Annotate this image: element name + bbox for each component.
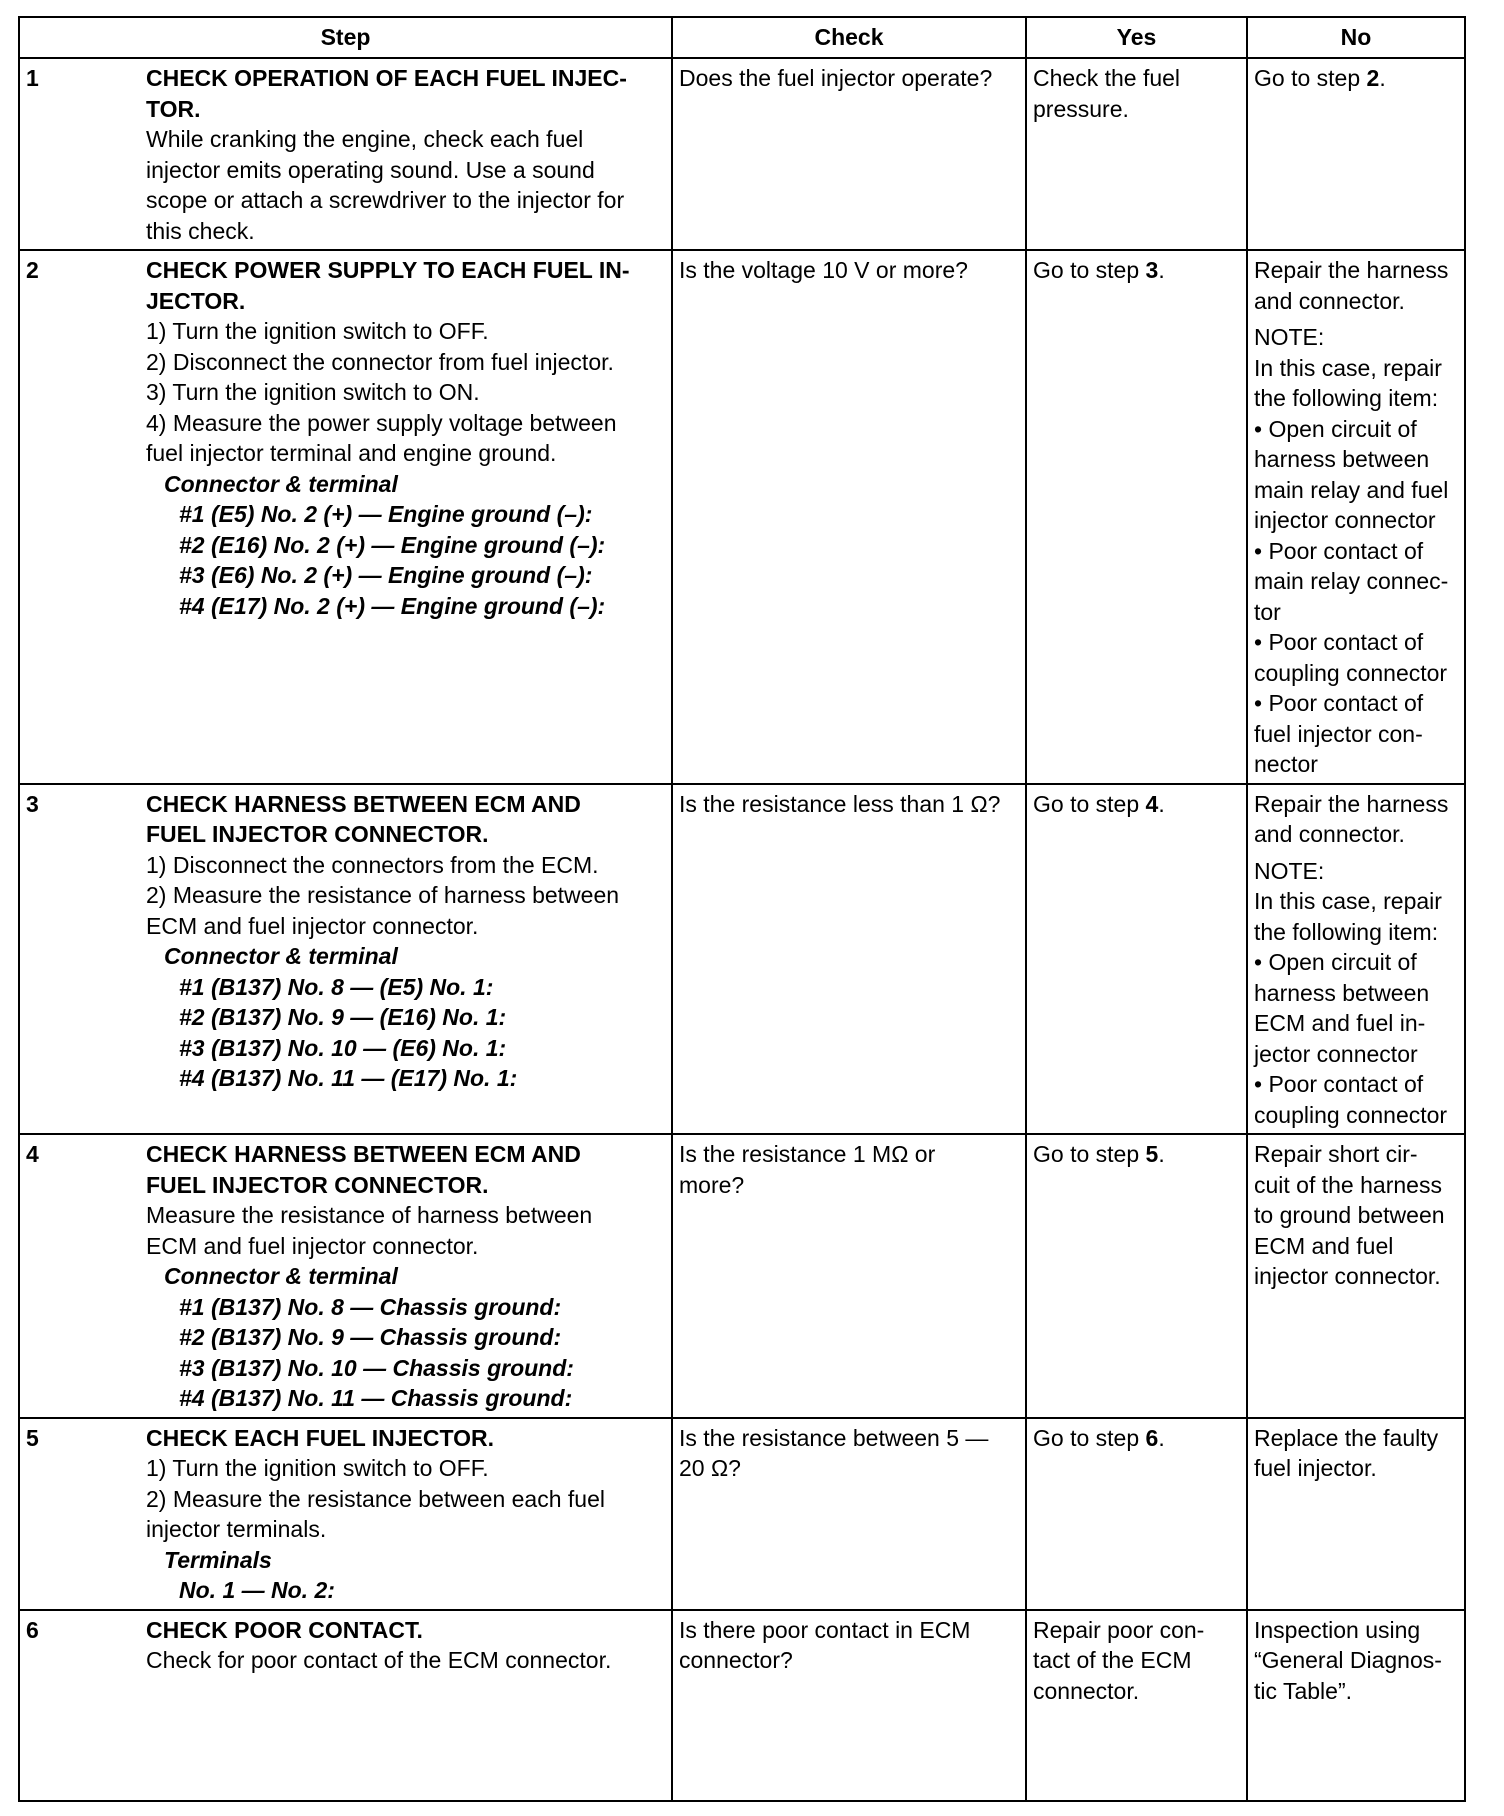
no-text: fuel injector con- [1254,720,1423,747]
yes-text-part: Go to step [1033,1141,1146,1167]
step-text: injector terminals. [146,1516,327,1542]
step-description [140,784,672,1135]
step-number: 3 [19,784,140,1135]
step-text: fuel injector terminal and engine ground. [146,440,557,466]
no-text: main relay and fuel [1254,476,1449,503]
step-title: CHECK HARNESS BETWEEN ECM AND [146,790,581,817]
no-text: In this case, repair [1254,354,1442,381]
terminal-spec: #2 (E16) No. 2 (+) — Engine ground (–): [179,531,606,558]
no-text: cuit of the harness [1254,1171,1442,1198]
no-cell [1247,784,1465,1135]
header-check: Check [672,17,1026,58]
yes-cell [1026,784,1247,1135]
table-row [19,1418,1465,1610]
note-label: NOTE: [1254,857,1325,884]
yes-cell [1026,250,1247,784]
no-text: coupling connector [1254,1101,1448,1128]
terminal-spec: #4 (B137) No. 11 — (E17) No. 1: [179,1065,518,1091]
yes-text: tact of the ECM [1033,1647,1192,1673]
step-title: FUEL INJECTOR CONNECTOR. [146,1171,489,1198]
step-text: Check for poor contact of the ECM connector. [146,1647,612,1673]
step-text: Measure the resistance of harness between [146,1202,593,1228]
header-no: No [1247,17,1465,58]
check-cell [672,58,1026,250]
no-text: ECM and fuel [1254,1232,1394,1259]
step-description [140,1134,672,1418]
no-text: Replace the faulty [1254,1424,1439,1451]
yes-text [1033,789,1241,820]
no-text: • Poor contact of [1254,537,1424,564]
check-cell [672,784,1026,1135]
no-text [1254,63,1459,94]
no-text: nector [1254,751,1318,777]
yes-text-part: . [1158,1141,1165,1167]
step-title: CHECK POWER SUPPLY TO EACH FUEL IN- [146,257,630,283]
no-text: coupling connector [1254,659,1448,686]
check-text: more? [679,1171,745,1198]
no-text: Repair short cir- [1254,1141,1418,1167]
terminal-spec: No. 1 — No. 2: [179,1577,335,1603]
check-cell [672,1610,1026,1802]
yes-cell [1026,1134,1247,1418]
step-number: 1 [19,58,140,250]
diagnostic-table [18,16,1466,1802]
step-text: 3) Turn the ignition switch to ON. [146,379,480,405]
table-row [19,784,1465,1135]
header-row [19,17,1465,58]
no-text: jector connector [1254,1040,1418,1067]
step-title: CHECK HARNESS BETWEEN ECM AND [146,1141,581,1167]
step-text: 1) Turn the ignition switch to OFF. [146,1455,489,1481]
yes-text-part: Go to step [1033,257,1146,283]
step-description [140,58,672,250]
no-text: • Poor contact of [1254,629,1424,655]
header-yes: Yes [1026,17,1247,58]
yes-cell [1026,58,1247,250]
step-reference: 5 [1145,1141,1159,1167]
terminal-spec: #2 (B137) No. 9 — (E16) No. 1: [179,1004,507,1030]
yes-cell [1026,1418,1247,1610]
no-text: and connector. [1254,287,1405,314]
no-text: tor [1254,598,1281,625]
no-text: ECM and fuel in- [1254,1010,1426,1036]
no-text: fuel injector. [1254,1455,1377,1481]
no-text: tic Table”. [1254,1677,1353,1704]
step-number: 6 [19,1610,140,1802]
step-text: 2) Disconnect the connector from fuel injector. [146,348,614,375]
table-row [19,58,1465,250]
step-text: 2) Measure the resistance of harness between [146,882,620,908]
no-text: the following item: [1254,918,1439,945]
check-text: Is the voltage 10 V or more? [679,257,968,283]
step-text: 4) Measure the power supply voltage between [146,409,617,436]
no-cell [1247,58,1465,250]
no-text: Repair the harness [1254,257,1449,283]
no-text: injector connector [1254,507,1436,533]
step-number: 4 [19,1134,140,1418]
check-cell [672,250,1026,784]
check-text: Is the resistance 1 MΩ or [679,1141,936,1167]
connector-heading: Connector & terminal [164,943,398,969]
terminal-spec: #4 (E17) No. 2 (+) — Engine ground (–): [179,592,606,619]
no-text: the following item: [1254,385,1439,411]
terminal-spec: #3 (B137) No. 10 — (E6) No. 1: [179,1034,507,1061]
yes-text [1033,1139,1241,1170]
no-cell [1247,250,1465,784]
diagnostic-procedure-document [18,16,1464,1802]
check-text: Is the resistance between 5 — [679,1424,989,1451]
terminal-spec: #4 (B137) No. 11 — Chassis ground: [179,1385,573,1411]
step-reference: 2 [1366,65,1380,91]
terminal-spec: #2 (B137) No. 9 — Chassis ground: [179,1324,562,1350]
step-text: this check. [146,217,255,244]
no-text: Repair the harness [1254,790,1449,817]
terminal-spec: #1 (B137) No. 8 — (E5) No. 1: [179,973,494,1000]
check-text: Is there poor contact in ECM [679,1616,971,1643]
step-text: ECM and fuel injector connector. [146,912,479,939]
yes-text-part: Go to step [1033,790,1146,817]
step-number: 5 [19,1418,140,1610]
step-text: While cranking the engine, check each fuel [146,126,584,152]
step-description [140,1610,672,1802]
no-cell [1247,1134,1465,1418]
terminal-spec: #3 (B137) No. 10 — Chassis ground: [179,1354,574,1381]
step-title: TOR. [146,95,201,122]
step-title: JECTOR. [146,287,246,314]
no-text: main relay connec- [1254,568,1449,594]
terminals-heading: Terminals [164,1546,272,1573]
no-cell [1247,1418,1465,1610]
no-text-part: Go to step [1254,65,1367,91]
no-text: and connector. [1254,821,1405,847]
step-number: 2 [19,250,140,784]
terminal-spec: #1 (E5) No. 2 (+) — Engine ground (–): [179,501,593,527]
no-text: • Open circuit of [1254,415,1417,442]
yes-text [1033,1423,1241,1454]
step-title: CHECK EACH FUEL INJECTOR. [146,1424,495,1451]
no-text-part: . [1379,65,1386,91]
check-cell [672,1134,1026,1418]
no-text: harness between [1254,446,1430,472]
note-label: NOTE: [1254,324,1325,350]
step-title: CHECK OPERATION OF EACH FUEL INJEC- [146,65,627,91]
yes-text-part: Go to step [1033,1424,1146,1451]
step-text: 1) Turn the ignition switch to OFF. [146,318,489,344]
terminal-spec: #1 (B137) No. 8 — Chassis ground: [179,1293,562,1320]
step-title: FUEL INJECTOR CONNECTOR. [146,821,489,847]
connector-heading: Connector & terminal [164,470,398,497]
check-cell [672,1418,1026,1610]
no-text: In this case, repair [1254,888,1442,914]
check-text: connector? [679,1647,793,1673]
step-description [140,250,672,784]
yes-text: pressure. [1033,95,1129,122]
no-text: to ground between [1254,1202,1445,1228]
yes-text: connector. [1033,1677,1140,1704]
check-text: Is the resistance less than 1 Ω? [679,790,1001,817]
table-row [19,1134,1465,1418]
step-description [140,1418,672,1610]
yes-text-part: . [1158,1424,1165,1451]
no-text: harness between [1254,979,1430,1006]
step-text: 1) Disconnect the connectors from the ECM. [146,851,599,878]
yes-text-part: . [1158,257,1165,283]
no-text: “General Diagnos- [1254,1647,1442,1673]
no-cell [1247,1610,1465,1802]
step-reference: 3 [1145,257,1159,283]
step-text: scope or attach a screwdriver to the injector for [146,187,625,213]
step-text: ECM and fuel injector connector. [146,1232,479,1259]
connector-heading: Connector & terminal [164,1263,398,1289]
header-step: Step [19,17,672,58]
no-text: • Poor contact of [1254,1071,1424,1097]
yes-text [1033,255,1241,286]
step-reference: 4 [1145,790,1159,817]
no-text: • Poor contact of [1254,690,1424,716]
terminal-spec: #3 (E6) No. 2 (+) — Engine ground (–): [179,562,593,588]
yes-text: Repair poor con- [1033,1616,1205,1643]
check-text: 20 Ω? [679,1455,741,1481]
no-text: injector connector. [1254,1263,1441,1289]
no-text: • Open circuit of [1254,949,1417,975]
step-reference: 6 [1145,1424,1159,1451]
step-text: 2) Measure the resistance between each fuel [146,1485,605,1512]
yes-text: Check the fuel [1033,65,1181,91]
table-row [19,250,1465,784]
yes-cell [1026,1610,1247,1802]
check-text: Does the fuel injector operate? [679,65,993,91]
step-title: CHECK POOR CONTACT. [146,1616,423,1643]
no-text: Inspection using [1254,1616,1421,1643]
step-text: injector emits operating sound. Use a sound [146,156,595,183]
yes-text-part: . [1158,790,1165,817]
table-row [19,1610,1465,1802]
